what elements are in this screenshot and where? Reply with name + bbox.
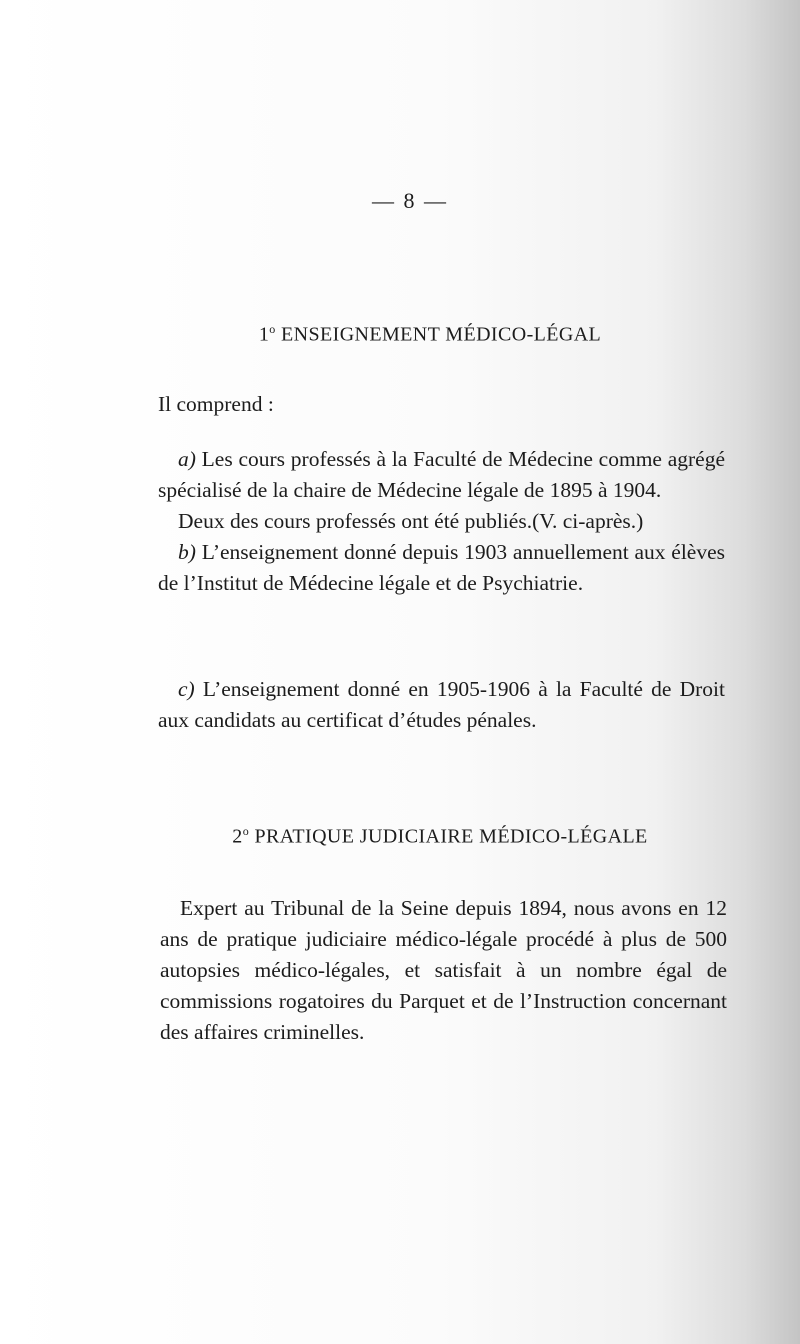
section-heading-2 [0,824,800,849]
list-item-a-note: Deux des cours professés ont été publiés.(V. ci-après.) [178,509,644,533]
intro-text: Il comprend : [158,392,274,416]
list-item-a [158,444,725,506]
section-number: 2 [232,825,243,848]
items-a-b [158,444,725,599]
section-number-sup: o [242,824,250,838]
section-heading-1 [0,322,800,347]
list-item-a-text: Les cours professés à la Faculté de Médecine comme agrégé spécialisé de la chaire de Médecine légale de 1895 à 1904. [158,447,725,502]
list-item-b [158,537,725,599]
section2-body-block [160,893,727,1048]
section-title: PRATIQUE JUDICIAIRE MÉDICO-LÉGALE [254,825,648,848]
list-item-c-text: L’enseignement donné en 1905-1906 à la Faculté de Droit aux candidats au certificat d’études pénales. [158,677,726,732]
section-title: ENSEIGNEMENT MÉDICO-LÉGAL [281,323,602,346]
section-number: 1 [258,323,270,346]
list-marker-b: b) [178,540,196,564]
list-item-c [158,674,725,736]
section-number-sup: o [269,322,276,336]
list-marker-c: c) [178,677,195,701]
intro-paragraph [158,389,725,420]
list-item-b-text: L’enseignement donné depuis 1903 annuellement aux élèves de l’Institut de Médecine légale et de Psychiatrie. [158,540,726,595]
page-number: — 8 — [372,188,448,213]
list-marker-a: a) [178,447,196,471]
item-c-block [158,674,725,736]
section2-body: Expert au Tribunal de la Seine depuis 1894, nous avons en 12 ans de pratique judiciaire médico-légale procédé à plus de 500 autopsies médico-légales, et satisfait à un nombre égal de commissions rogatoires du Parquet et de l’Instruction concernant des affaires criminelles. [160,896,727,1044]
